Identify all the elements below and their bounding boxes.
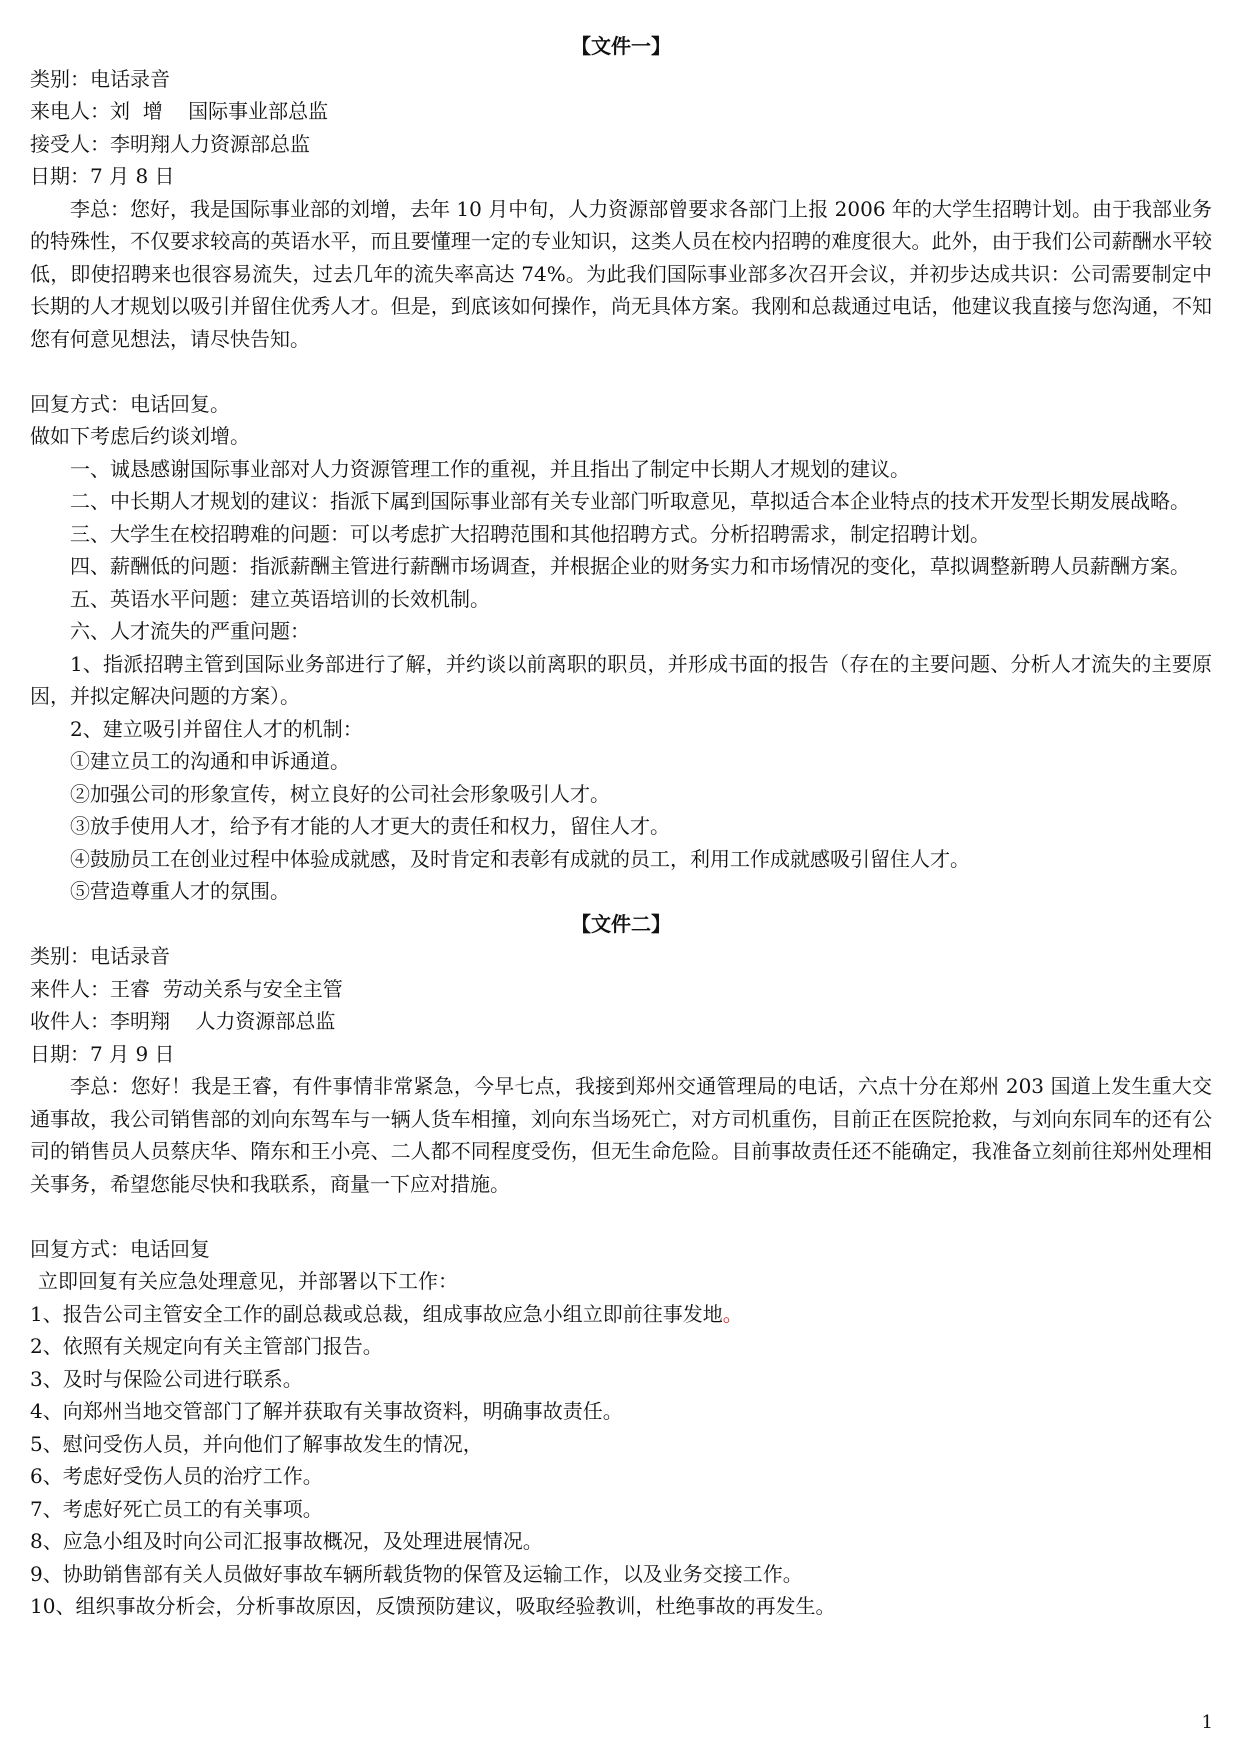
spacer [30, 1200, 1212, 1233]
file1-point: 二、中长期人才规划的建议：指派下属到国际事业部有关专业部门听取意见，草拟适合本企业特点的技术开发型长期发展战略。 [70, 489, 1190, 513]
file2-item: 8、应急小组及时向公司汇报事故概况，及处理进展情况。 [30, 1529, 543, 1553]
file1-receiver: 接受人：李明翔人力资源部总监 [30, 131, 310, 156]
file1-body: 李总：您好，我是国际事业部的刘增，去年 10 月中旬，人力资源部曾要求各部门上报 2006 年的大学生招聘计划。由于我部业务的特殊性，不仅要求较高的英语水平，而且要懂理一定的专业知识，这类人员在校内招聘的难度很大。此外，由于我们公司薪酬水平较低，即使招聘来也很容易流失，过去几年的流失率高达 74%。为此我们国际事业部多次召开会议，并初步达成共识：公司需要制定中长期的人才规划以吸引并留住优秀人才。但是，到底该如何操作，尚无具体方案。我刚和总裁通过电话，他建议我直接与您沟通，不知您有何意见想法，请尽快告知。 [30, 196, 1212, 351]
file1-reply-method: 回复方式：电话回复。 [30, 391, 230, 416]
file2-date: 日期：7 月 9 日 [30, 1041, 175, 1066]
file2-item: 9、协助销售部有关人员做好事故车辆所载货物的保管及运输工作，以及业务交接工作。 [30, 1561, 803, 1586]
file2-sender: 来件人：王睿 劳动关系与安全主管 [30, 976, 343, 1001]
file2-item: 6、考虑好受伤人员的治疗工作。 [30, 1464, 323, 1488]
file1-point: ③放手使用人才，给予有才能的人才更大的责任和权力，留住人才。 [70, 814, 670, 838]
file1-point: ②加强公司的形象宣传，树立良好的公司社会形象吸引人才。 [70, 781, 610, 806]
file2-item-text: 1、报告公司主管安全工作的副总裁或总裁，组成事故应急小组立即前往事发地 [30, 1301, 723, 1326]
file1-date: 日期：7 月 8 日 [30, 164, 175, 188]
file2-body: 李总：您好！我是王睿，有件事情非常紧急，今早七点，我接到郑州交通管理局的电话，六点十分在郑州 203 国道上发生重大交通事故，我公司销售部的刘向东驾车与一辆人货车相撞，刘向东当场死亡，对方司机重伤，目前正在医院抢救，与刘向东同车的还有公司的销售员人员蔡庆华、隋东和王小亮、二人都不同程度受伤，但无生命危险。目前事故责任还不能确定，我准备立刻前往郑州处理相关事务，希望您能尽快和我联系，商量一下应对措施。 [30, 1074, 1212, 1196]
file1-point: ①建立员工的沟通和申诉通道。 [70, 749, 350, 773]
file1-point: 2、建立吸引并留住人才的机制： [70, 716, 363, 741]
red-period: 。 [722, 1301, 743, 1326]
file2-item: 3、及时与保险公司进行联系。 [30, 1366, 303, 1391]
file2-category: 类别：电话录音 [30, 944, 170, 968]
file2-item: 7、考虑好死亡员工的有关事项。 [30, 1496, 323, 1521]
file1-point: 六、人才流失的严重问题： [70, 619, 310, 643]
file2-title: 【文件二】 [571, 911, 671, 936]
file2-reply-method: 回复方式：电话回复 [30, 1236, 210, 1261]
file1-reply-intro: 做如下考虑后约谈刘增。 [30, 424, 250, 448]
document-page [30, 30, 1212, 1623]
file2-item: 4、向郑州当地交管部门了解并获取有关事故资料，明确事故责任。 [30, 1399, 623, 1423]
file2-item: 5、慰问受伤人员，并向他们了解事故发生的情况， [30, 1431, 483, 1456]
file2-item: 2、依照有关规定向有关主管部门报告。 [30, 1334, 383, 1358]
file1-category: 类别：电话录音 [30, 66, 170, 91]
file1-point: 五、英语水平问题：建立英语培训的长效机制。 [70, 586, 490, 611]
spacer [30, 355, 1212, 388]
file2-item [30, 1298, 1212, 1331]
page-number: 1 [1201, 1712, 1213, 1733]
file1-title: 【文件一】 [571, 34, 671, 58]
file1-point: ④鼓励员工在创业过程中体验成就感，及时肯定和表彰有成就的员工，利用工作成就感吸引留住人才。 [70, 846, 970, 871]
file2-item: 10、组织事故分析会，分析事故原因，反馈预防建议，吸取经验教训，杜绝事故的再发生。 [30, 1594, 836, 1618]
file1-caller: 来电人：刘 增 国际事业部总监 [30, 99, 329, 123]
file1-point: 四、薪酬低的问题：指派薪酬主管进行薪酬市场调查，并根据企业的财务实力和市场情况的变化，草拟调整新聘人员薪酬方案。 [70, 554, 1190, 578]
file1-point: 一、诚恳感谢国际事业部对人力资源管理工作的重视，并且指出了制定中长期人才规划的建议。 [70, 456, 910, 481]
file1-point: 1、指派招聘主管到国际业务部进行了解，并约谈以前离职的职员，并形成书面的报告（存在的主要问题、分析人才流失的主要原因，并拟定解决问题的方案）。 [30, 651, 1212, 708]
file1-point: 三、大学生在校招聘难的问题：可以考虑扩大招聘范围和其他招聘方式。分析招聘需求，制定招聘计划。 [70, 521, 990, 546]
file2-reply-intro: 立即回复有关应急处理意见，并部署以下工作： [38, 1269, 458, 1293]
file2-receiver: 收件人：李明翔 人力资源部总监 [30, 1009, 336, 1033]
file1-point: ⑤营造尊重人才的氛围。 [70, 879, 290, 903]
